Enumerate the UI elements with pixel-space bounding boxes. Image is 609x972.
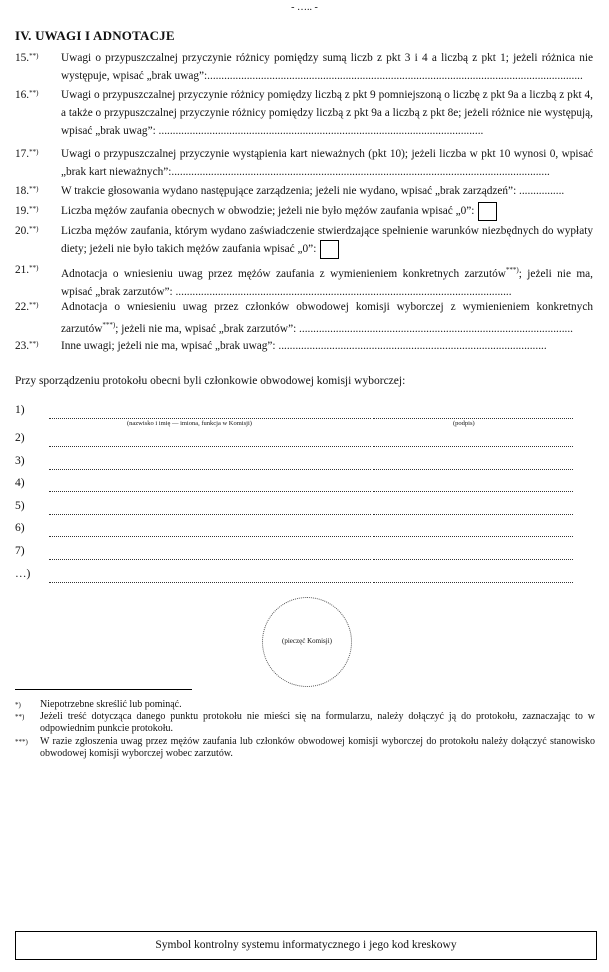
row-number: 5)	[15, 500, 25, 512]
row-number: 6)	[15, 522, 25, 534]
member-row	[15, 500, 595, 520]
signature-caption: (podpis)	[453, 420, 475, 427]
member-row	[15, 404, 595, 427]
item-23	[15, 337, 593, 355]
signature-field[interactable]	[373, 480, 573, 492]
member-row	[15, 545, 595, 565]
row-number: 2)	[15, 432, 25, 444]
item-21	[15, 261, 593, 301]
item-text: Uwagi o przypuszczalnej przyczynie różnicy pomiędzy sumą liczb z pkt 3 i 4 a liczbą z pkt 1; jeżeli różnica nie występuje, wpisać „brak uwag”:.....................................................................................................................................	[61, 52, 593, 82]
commission-stamp-area	[262, 597, 352, 687]
item-19	[15, 202, 593, 221]
barcode-symbol-box: Symbol kontrolny systemu informatycznego i jego kod kreskowy	[15, 931, 597, 960]
footnote	[15, 711, 595, 735]
footnote-text: Jeżeli treść dotycząca danego punktu protokołu nie mieści się na formularzu, należy dołączyć ją do protokołu, zaznaczając to w odpowiednim punkcie protokołu.	[40, 711, 595, 734]
item-16	[15, 86, 593, 140]
row-number: 7)	[15, 545, 25, 557]
footnote-text: W razie zgłoszenia uwag przez mężów zaufania lub członków obwodowej komisji wyborczej do protokołu należy dołączyć stanowisko obwodowej komisji wyborczej wobec zarzutów.	[40, 736, 595, 759]
member-row	[15, 522, 595, 542]
row-number: …)	[15, 568, 31, 580]
footnote-text: Niepotrzebne skreślić lub pominąć.	[40, 699, 182, 710]
item-17	[15, 145, 593, 181]
item-number: 22.**)	[15, 301, 39, 313]
signature-field[interactable]	[373, 571, 573, 583]
members-heading: Przy sporządzeniu protokołu obecni byli członkowie obwodowej komisji wyborczej:	[15, 375, 406, 387]
footnote-mark: ***)	[15, 738, 28, 746]
name-field[interactable]	[49, 480, 371, 492]
item-number: 20.**)	[15, 225, 39, 237]
item-text: W trakcie głosowania wydano następujące zarządzenia; jeżeli nie wydano, wpisać „brak zarządzeń”: ................	[61, 185, 565, 197]
item-number: 23.**)	[15, 340, 39, 352]
item-15	[15, 49, 593, 85]
name-field[interactable]	[49, 503, 371, 515]
member-row	[15, 455, 595, 475]
name-field[interactable]	[49, 571, 371, 583]
footnote	[15, 736, 595, 760]
item-text: Inne uwagi; jeżeli nie ma, wpisać „brak uwag”: ...............................................................................................	[61, 340, 547, 352]
signature-field[interactable]	[373, 407, 573, 419]
item-text: Adnotacja o wniesieniu uwag przez mężów zaufania z wymienieniem konkretnych zarzutów***); jeżeli nie ma, wpisać „brak zarzutów”: .......................................................................................................................	[61, 266, 593, 298]
footnote-mark: *)	[15, 701, 21, 709]
row-number: 3)	[15, 455, 25, 467]
stamp-label: (pieczęć Komisji)	[282, 637, 332, 645]
signature-field[interactable]	[373, 548, 573, 560]
count-box[interactable]	[478, 202, 497, 221]
item-18	[15, 182, 593, 200]
item-text: Liczba mężów zaufania obecnych w obwodzie; jeżeli nie było mężów zaufania wpisać „0”:	[61, 202, 593, 221]
footnote-mark: **)	[15, 713, 25, 721]
signature-field[interactable]	[373, 525, 573, 537]
name-caption: (nazwisko i imię — imiona, funkcja w Komisji)	[127, 420, 252, 427]
item-number: 17.**)	[15, 148, 39, 160]
section-title: IV. UWAGI I ADNOTACJE	[15, 28, 175, 43]
member-row	[15, 477, 595, 497]
name-field[interactable]	[49, 435, 371, 447]
signature-field[interactable]	[373, 458, 573, 470]
footnote	[15, 699, 595, 711]
member-row	[15, 432, 595, 452]
item-number: 16.**)	[15, 89, 39, 101]
count-box[interactable]	[320, 240, 339, 259]
item-number: 19.**)	[15, 205, 39, 217]
item-number: 18.**)	[15, 185, 39, 197]
name-field[interactable]	[49, 458, 371, 470]
footnote-divider	[15, 689, 192, 690]
name-field[interactable]	[49, 525, 371, 537]
signature-field[interactable]	[373, 503, 573, 515]
item-text: Liczba mężów zaufania, którym wydano zaświadczenie stwierdzające spełnienie warunków niezbędnych do wypłaty diety; jeżeli nie było takich mężów zaufania wpisać „0”:	[61, 222, 593, 259]
row-number: 1)	[15, 404, 25, 416]
row-number: 4)	[15, 477, 25, 489]
item-number: 15.**)	[15, 52, 39, 64]
name-field[interactable]	[49, 548, 371, 560]
signature-field[interactable]	[373, 435, 573, 447]
item-number: 21.**)	[15, 264, 39, 276]
member-row	[15, 568, 595, 588]
item-20	[15, 222, 593, 259]
item-22	[15, 298, 593, 338]
page-number: - ….. -	[291, 2, 318, 13]
item-text: Uwagi o przypuszczalnej przyczynie różnicy pomiędzy liczbą z pkt 9 pomniejszoną o liczbę z pkt 9a a liczbą z pkt 4, a także o przypuszczalnej przyczynie różnicy pomiędzy liczbą z pkt 9a a liczbą z pkt 8e; jeżeli różnice nie występują, wpisać „brak uwag”: ...................................................................................................................	[61, 89, 593, 137]
item-text: Uwagi o przypuszczalnej przyczynie wystąpienia kart nieważnych (pkt 10); jeżeli liczba w pkt 10 wynosi 0, wpisać „brak kart nieważnych”:......................................................................................................................................	[61, 148, 593, 178]
name-field[interactable]	[49, 407, 371, 419]
item-text: Adnotacja o wniesieniu uwag przez członków obwodowej komisji wyborczej z wymienieniem konkretnych zarzutów***); jeżeli nie ma, wpisać „brak zarzutów”: .................................................................................................	[61, 301, 593, 335]
